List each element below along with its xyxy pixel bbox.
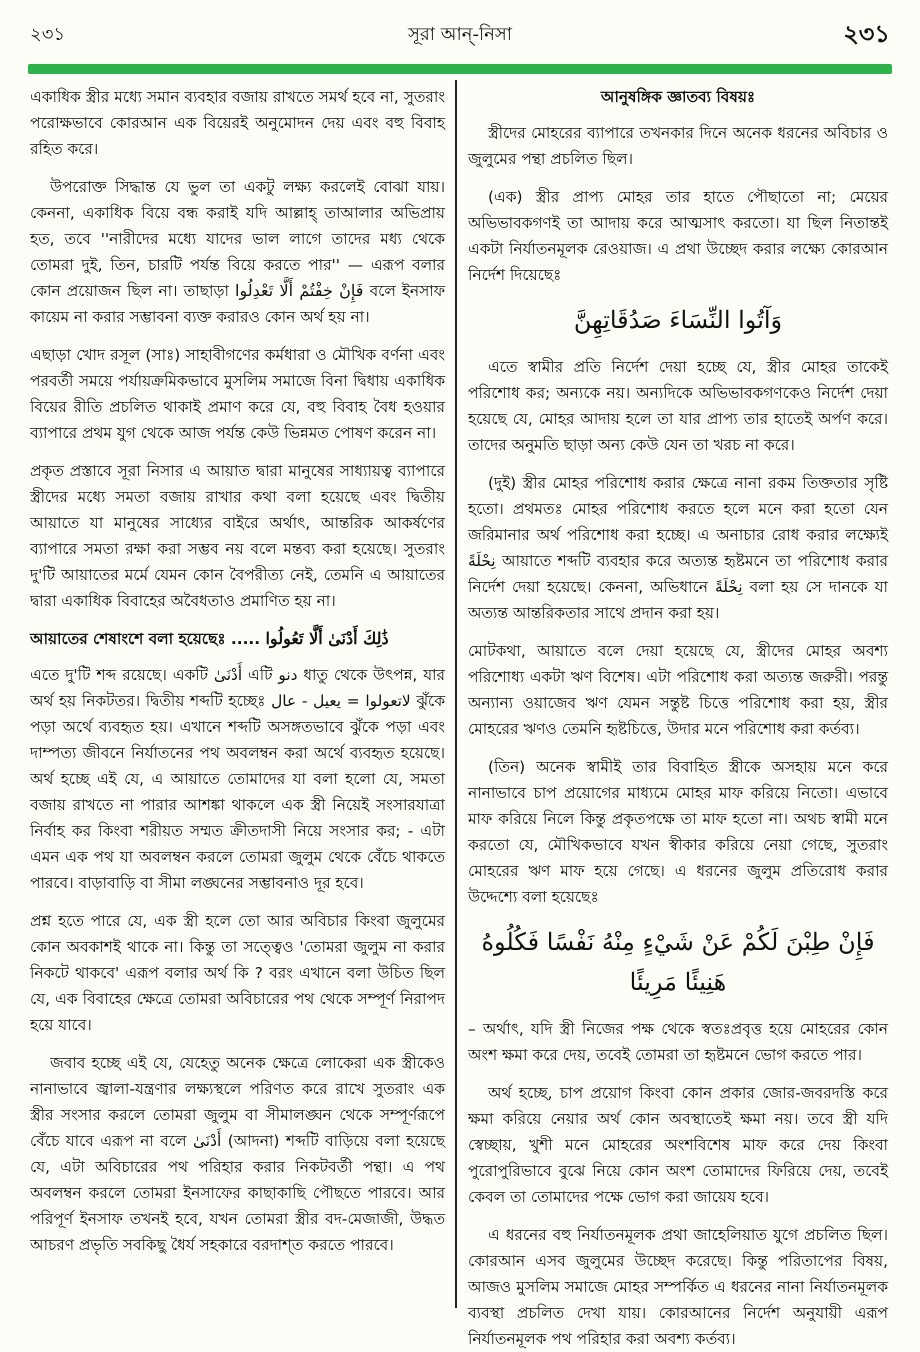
column-divider	[455, 80, 457, 1308]
right-paragraph-2: (এক) স্ত্রীর প্রাপ্য মোহর তার হাতে পৌছাতো না; মেয়ের অভিভাবকগণই তা আদায় করে আত্মসাৎ করতো। যা ছিল নিতান্তই একটা নির্যাতনমূলক রেওয়াজ। এ প্রথা উচ্ছেদ করার লক্ষ্যে কোরআন নির্দেশ দিয়েছেঃ	[468, 188, 888, 284]
arabic-inline-verse: فَإِنْ خِفْتُمْ أَلَّا تَعْدِلُوا	[235, 281, 364, 300]
right-paragraph-8: অর্থ হচ্ছে, চাপ প্রয়োগ কিংবা কোন প্রকার জোর-জবরদস্তি করে ক্ষমা করিয়ে নেয়ার অর্থ কোন অবস্থাতেই ক্ষমা নয়। তবে স্ত্রী যদি স্বেচ্ছায়, খুশী মনে মোহরের অংশবিশেষ মাফ করে দেয় কিংবা পুরোপুরিভাবে বুঝে নিয়ে কোন অংশ তোমাদের ফিরিয়ে দেয়, তবেই কেবল তা তোমাদের পক্ষে ভোগ করা জায়েয হবে।	[468, 1084, 888, 1206]
arabic-verse-2: فَإِنْ طِبْنَ لَكُمْ عَنْ شَيْءٍ مِنْهُ نَفْسًا فَكُلُوهُ هَنِيئًا مَرِيئًا	[481, 928, 875, 996]
left-paragraph-7: জবাব হচ্ছে এই যে, যেহেতু অনেক ক্ষেত্রে লোকেরা এক স্ত্রীকেও নানাভাবে জ্বালা-যন্ত্রণার লক্ষ্যস্থলে পরিণত করে রাখে সুতরাং এক স্ত্রীর সংসার করলে তোমরা জুলুম বা সীমালঙ্ঘন থেকে সম্পূর্ণরূপে বেঁচে যাবে এরূপ না বলে أَدْنَىٰ (আদনা) শব্দটি বাড়িয়ে বলা হয়েছে যে, এটা অবিচারের পথ পরিহার করার নিকটবর্তী পন্থা। এ পথ অবলম্বন করলে তোমরা ইনসাফের কাছাকাছি পৌছতে পারবে। আর পরিপূর্ণ ইনসাফ তখনই হবে, যখন তোমরা স্ত্রীর বদ-মেজাজী, উদ্ধত আচরণ প্রভৃতি সবকিছু ধৈর্য সহকারে বরদাশ্‌ত করতে পারবে।	[30, 1054, 446, 1254]
left-paragraph-5: এতে দু'টি শব্দ রয়েছে। একটি أَدْنَىٰ এটি دنو ধাতু থেকে উৎপন্ন, যার অর্থ হয় নিকটতর। দ্বিতীয় শব্দটি হচ্ছেঃ لاتعولوا = يعيل - عال ঝুঁকে পড়া অর্থে ব্যবহৃত হয়। এখানে শব্দটি অসঙ্গতভাবে ঝুঁকে পড়া এবং দাম্পত্য জীবনে নির্যাতনের পথ অবলম্বন করা অর্থে ব্যবহৃত হয়েছে। অর্থ হচ্ছে এই যে, এ আয়াতে তোমাদের যা বলা হলো যে, সমতা বজায় রাখতে না পারার আশঙ্কা থাকলে এক স্ত্রী নিয়েই সংসারযাত্রা নির্বাহ কর কিংবা শরীয়ত সম্মত ক্রীতদাসী নিয়ে সংসার কর; - এটা এমন এক পথ যা অবলম্বন করলে তোমরা জুলুম থেকে বেঁচে থাকতে পারবে। বাড়াবাড়ি বা সীমা লঙ্ঘনের সম্ভাবনাও দূর হবে।	[30, 666, 445, 892]
verse-end-heading-text: আয়াতের শেষাংশে বলা হয়েছেঃ .....	[30, 630, 261, 648]
arabic-verse-1: وَآتُوا النِّسَاءَ صَدُقَاتِهِنَّ	[573, 306, 783, 334]
page-number-left: ২৩১	[30, 24, 66, 45]
page-number-right: ২৩১	[843, 20, 890, 48]
left-column	[30, 84, 445, 1310]
left-paragraph-1: একাধিক স্ত্রীর মধ্যে সমান ব্যবহার বজায় রাখতে সমর্থ হবে না, সুতরাং পরোক্ষভাবে কোরআন এক বিয়েরই অনুমোদন দেয় এবং বহু বিবাহ রহিত করে।	[30, 88, 445, 158]
left-paragraph-6: প্রশ্ন হতে পারে যে, এক স্ত্রী হলে তো আর অবিচার কিংবা জুলুমের কোন অবকাশই থাকে না। কিন্তু তা সত্ত্বেও 'তোমরা জুলুম না করার নিকটে থাকবে' এরূপ বলার অর্থ কি ? বরং এখানে বলা উচিত ছিল যে, এক বিবাহের ক্ষেত্রে তোমরা অবিচারের পথ থেকে সম্পূর্ণ নিরাপদ হয়ে যাবে।	[30, 912, 445, 1034]
right-paragraph-1: স্ত্রীদের মোহরের ব্যাপারে তখনকার দিনে অনেক ধরনের অবিচার ও জুলুমের পন্থা প্রচলিত ছিল।	[468, 124, 888, 168]
right-paragraph-6: (তিন) অনেক স্বামীই তার বিবাহিত স্ত্রীকে অসহায় মনে করে নানাভাবে চাপ প্রয়োগের মাধ্যমে মোহর মাফ করিয়ে নিতো। এভাবে মাফ করিয়ে নিলে কিন্তু প্রকৃতপক্ষে তা মাফ হতো না। অথচ স্বামী মনে করতো যে, মৌখিকভাবে যখন স্বীকার করিয়ে নেয়া গেছে, সুতরাং মোহরের ঋণ মাফ হয়ে গেছে। এ ধরনের জুলুম প্রতিরোধ করার উদ্দেশ্যে বলা হয়েছেঃ	[468, 758, 888, 906]
verse-end-heading	[30, 626, 445, 652]
right-paragraph-4: (দুই) স্ত্রীর মোহর পরিশোধ করার ক্ষেত্রে নানা রকম তিক্ততার সৃষ্টি হতো। প্রথমতঃ মোহর পরিশোধ করতে হলে মনে করা হতো যেন জরিমানার অর্থ পরিশোধ করা হচ্ছে। এ অনাচার রোধ করার লক্ষ্যেই نِحْلَةً আয়াতে শব্দটি ব্যবহার করে অত্যন্ত হৃষ্টমনে তা পরিশোধ করার নির্দেশ দেয়া হয়েছে। কেননা, অভিধানে نِحْلَةً বলা হয় সে দানকে যা অত্যন্ত আন্তরিকতার সাথে প্রদান করা হয়।	[468, 474, 888, 622]
right-paragraph-5: মোটকথা, আয়াতে বলে দেয়া হয়েছে যে, স্ত্রীদের মোহর অবশ্য পরিশোধ্য একটা ঋণ বিশেষ। এটা পরিশোধ করা অত্যন্ত জরুরী। পরন্তু অন্যান্য ওয়াজেব ঋণ যেমন সন্তুষ্ট চিত্তে পরিশোধ করা হয়, স্ত্রীর মোহরের ঋণও তেমনি হৃষ্টচিত্তে, উদার মনে পরিশোধ করা কর্তব্য।	[468, 642, 888, 738]
surah-title: সূরা আন্-নিসা	[408, 24, 512, 45]
page-header	[28, 14, 892, 54]
left-paragraph-2-text-a: উপরোক্ত সিদ্ধান্ত যে ভুল তা একটু লক্ষ্য করলেই বোঝা যায়। কেননা, একাধিক বিয়ে বন্ধ করাই যদি আল্লাহ্ তাআলার অভিপ্রায় হত, তবে ''নারীদের মধ্যে যাদের ভাল লাগে তাদের মধ্য থেকে তোমরা দুই, তিন, চারটি পর্যন্ত বিয়ে করতে পার'' — এরূপ বলার কোন প্রয়োজন ছিল না। তাছাড়া	[30, 178, 445, 300]
right-paragraph-9: এ ধরনের বহু নির্যাতনমূলক প্রথা জাহেলিয়াত যুগে প্রচলিত ছিল। কোরআন এসব জুলুমের উচ্ছেদ করেছে। কিন্তু পরিতাপের বিষয়, আজও মুসলিম সমাজে মোহর সম্পর্কিত এ ধরনের নানা নির্যাতনমূলক ব্যবস্থা প্রচলিত দেখা যায়। কোরআনের নির্দেশ অনুযায়ী এরূপ নির্যাতনমূলক পথ পরিহার করা অবশ্য কর্তব্য।	[468, 1226, 888, 1348]
verse-end-heading-arabic: ذَٰلِكَ أَدْنَىٰ أَلَّا تَعُولُوا	[265, 629, 389, 648]
left-paragraph-3: এছাড়া খোদ রসূল (সাঃ) সাহাবীগণের কর্মধারা ও মৌখিক বর্ণনা এবং পরবর্তী সময়ে পর্যায়ক্রমিকভাবে মুসলিম সমাজে বিনা দ্বিধায় একাধিক বিয়ের রীতি প্রচলিত থাকাই প্রমাণ করে যে, বহু বিবাহ বৈধ হওয়ার ব্যাপারে প্রথম যুগ থেকে আজ পর্যন্ত কেউ ভিন্নমত পোষণ করেন না।	[30, 346, 445, 442]
related-topics-heading: আনুষঙ্গিক জ্ঞাতব্য বিষয়ঃ	[600, 88, 756, 106]
right-paragraph-7: – অর্থাৎ, যদি স্ত্রী নিজের পক্ষ থেকে স্বতঃপ্রবৃত্ত হয়ে মোহরের কোন অংশ ক্ষমা করে দেয়, তবেই তোমরা তা হৃষ্টমনে ভোগ করতে পার।	[468, 1020, 888, 1064]
right-paragraph-3: এতে স্বামীর প্রতি নির্দেশ দেয়া হচ্ছে যে, স্ত্রীর মোহর তাকেই পরিশোধ কর; অন্যকে নয়। অন্যদিকে অভিভাবকগণকেও নির্দেশ দেয়া হয়েছে যে, মোহর আদায় হলে তা যার প্রাপ্য তার হাতেই অর্পণ করে। তাদের অনুমতি ছাড়া অন্য কেউ যেন তা খরচ না করে।	[468, 358, 888, 454]
left-paragraph-4: প্রকৃত প্রস্তাবে সূরা নিসার এ আয়াত দ্বারা মানুষের সাধ্যায়ত্ব ব্যাপারে স্ত্রীদের মধ্যে সমতা বজায় রাখার কথা বলা হয়েছে এবং দ্বিতীয় আয়াতে যা মানুষের সাধ্যের বাইরে অর্থাৎ, আন্তরিক আকর্ষণের ব্যাপারে সমতা রক্ষা করা সম্ভব নয় বলে মন্তব্য করা হয়েছে। সুতরাং দু'টি আয়াতের মর্মে যেমন কোন বৈপরীত্য নেই, তেমনি এ আয়াতের দ্বারা একাধিক বিবাহের অবৈধতাও প্রমাণিত হয় না।	[30, 462, 445, 610]
right-column	[468, 84, 888, 1348]
left-paragraph-2-text-b: বলে ইনসাফ কায়েম না করার সম্ভাবনা ব্যক্ত করারও কোন অর্থ হয় না।	[30, 282, 445, 326]
header-green-rule	[28, 64, 892, 74]
left-paragraph-2	[30, 174, 445, 330]
